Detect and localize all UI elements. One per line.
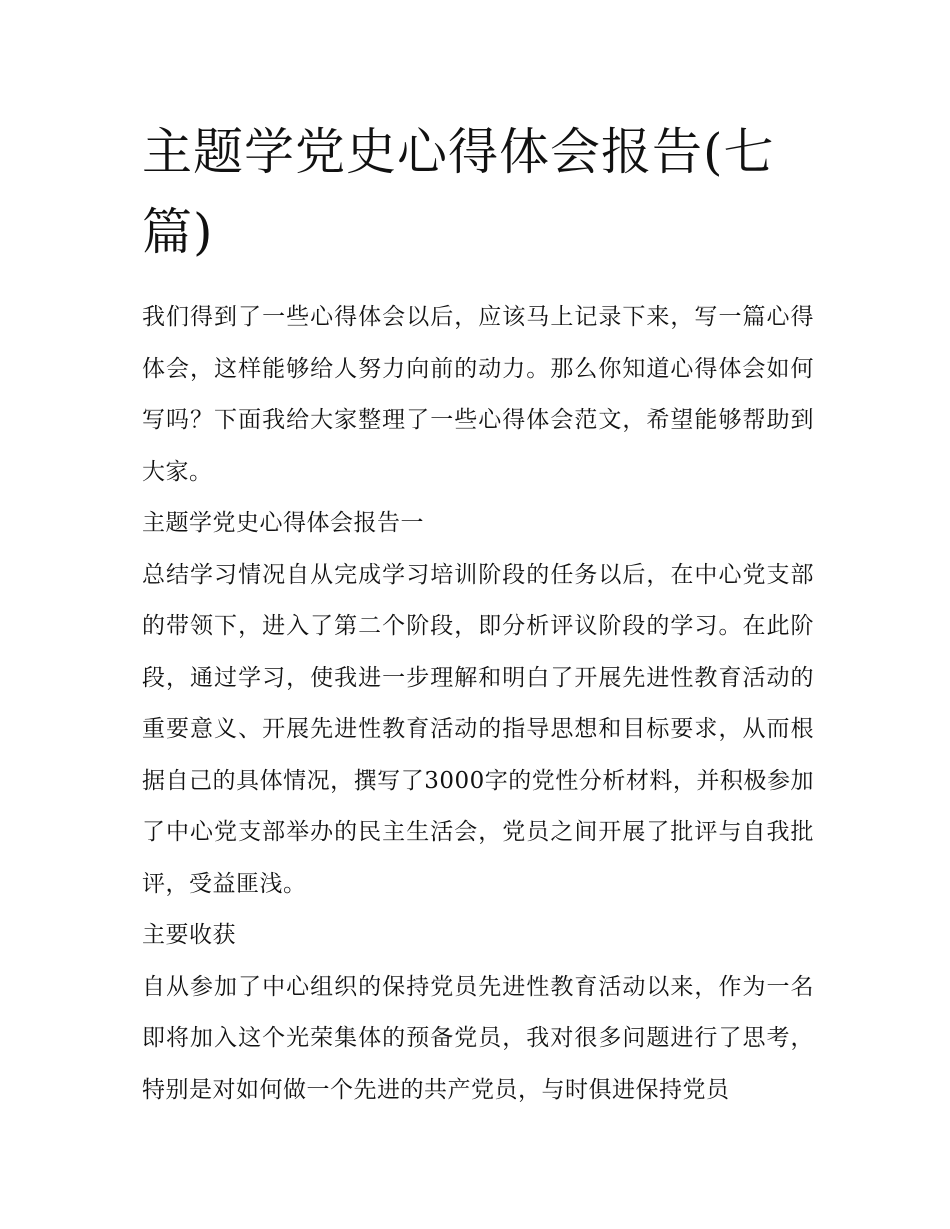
intro-paragraph: 我们得到了一些心得体会以后，应该马上记录下来，写一篇心得体会，这样能够给人努力向前的动力。那么你知道心得体会如何写吗？下面我给大家整理了一些心得体会范文，希望能够帮助到大家。 — [142, 304, 814, 485]
gains-paragraph: 自从参加了中心组织的保持党员先进性教育活动以来，作为一名即将加入这个光荣集体的预备党员，我对很多问题进行了思考，特别是对如何做一个先进的共产党员，与时俱进保持党员 — [142, 973, 814, 1103]
section-heading-report-one: 主题学党史心得体会报告一 — [142, 510, 424, 536]
section-heading-main-gains: 主要收获 — [142, 922, 236, 948]
document-page — [142, 112, 814, 1116]
summary-paragraph: 总结学习情况自从完成学习培训阶段的任务以后，在中心党支部的带领下，进入了第二个阶段，即分析评议阶段的学习。在此阶段，通过学习，使我进一步理解和明白了开展先进性教育活动的重要意义、开展先进性教育活动的指导思想和目标要求，从而根据自己的具体情况，撰写了3000字的党性分析材料，并积极参加了中心党支部举办的民主生活会，党员之间开展了批评与自我批评，受益匪浅。 — [142, 561, 814, 897]
document-title: 主题学党史心得体会报告(七篇) — [142, 123, 775, 261]
